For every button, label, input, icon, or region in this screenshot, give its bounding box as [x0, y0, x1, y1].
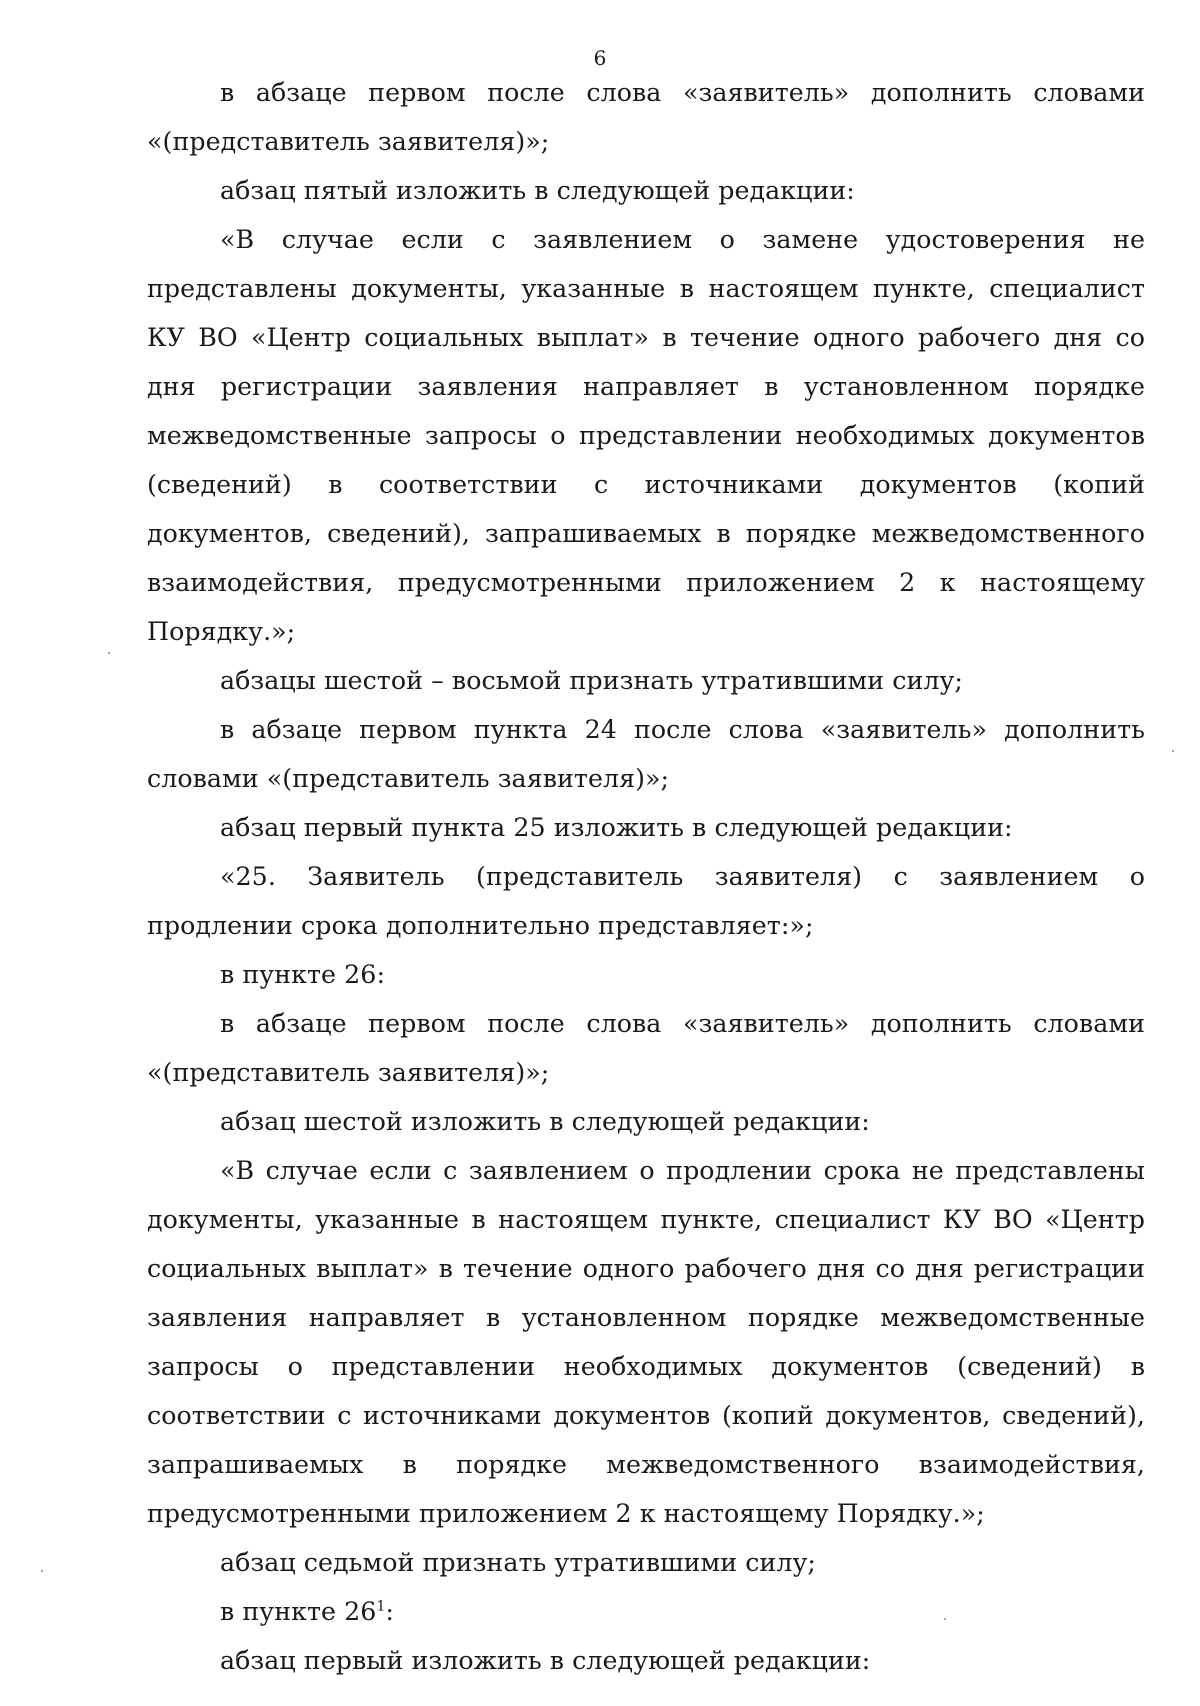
page-number: 6	[593, 46, 607, 70]
paragraph: «25. Заявитель (представитель заявителя) с заявлением о продлении срока дополнительно представляет:»;	[147, 862, 1145, 940]
document-body	[147, 68, 1145, 1685]
paragraph: в пункте 26:	[220, 960, 386, 989]
paragraph: в абзаце первом пункта 24 после слова «заявитель» дополнить словами «(представитель заявителя)»;	[147, 715, 1145, 793]
paragraph: абзацы шестой – восьмой признать утратившими силу;	[220, 666, 964, 695]
item-26-1-prefix: в пункте 26	[220, 1597, 377, 1626]
scan-speck	[1172, 750, 1174, 752]
paragraph: «В случае если с заявлением о замене удостоверения не представлены документы, указанные в настоящем пункте, специалист КУ ВО «Центр социальных выплат» в течение одного рабочего дня со дня регистрации заявления направляет в установленном порядке межведомственные запросы о представлении необходимых документов (сведений) в соответствии с источниками документов (копий документов, сведений), запрашиваемых в порядке межведомственного взаимодействия, предусмотренными приложением 2 к настоящему Порядку.»;	[147, 225, 1145, 646]
paragraph: абзац седьмой признать утратившими силу;	[220, 1548, 816, 1577]
paragraph: «В случае если с заявлением о продлении срока не представлены документы, указанные в настоящем пункте, специалист КУ ВО «Центр социальных выплат» в течение одного рабочего дня со дня регистрации заявления направляет в установленном порядке межведомственные запросы о представлении необходимых документов (сведений) в соответствии с источниками документов (копий документов, сведений), запрашиваемых в порядке межведомственного взаимодействия, предусмотренными приложением 2 к настоящему Порядку.»;	[147, 1156, 1145, 1528]
scan-speck	[944, 1618, 946, 1620]
paragraph: абзац пятый изложить в следующей редакции:	[220, 176, 855, 205]
item-26-1-superscript: 1	[376, 1598, 386, 1615]
paragraph: в абзаце первом после слова «заявитель» дополнить словами «(представитель заявителя)»;	[147, 1009, 1145, 1087]
paragraph: абзац шестой изложить в следующей редакции:	[220, 1107, 870, 1136]
paragraph: в абзаце первом после слова «заявитель» дополнить словами «(представитель заявителя)»;	[147, 78, 1145, 156]
paragraph: абзац первый пункта 25 изложить в следующей редакции:	[220, 813, 1013, 842]
scan-speck	[41, 1570, 43, 1572]
item-26-1-suffix: :	[385, 1597, 394, 1626]
paragraph: абзац первый изложить в следующей редакции:	[220, 1646, 871, 1675]
paragraph-item-26-1	[147, 1587, 1145, 1636]
scan-speck	[108, 652, 110, 654]
